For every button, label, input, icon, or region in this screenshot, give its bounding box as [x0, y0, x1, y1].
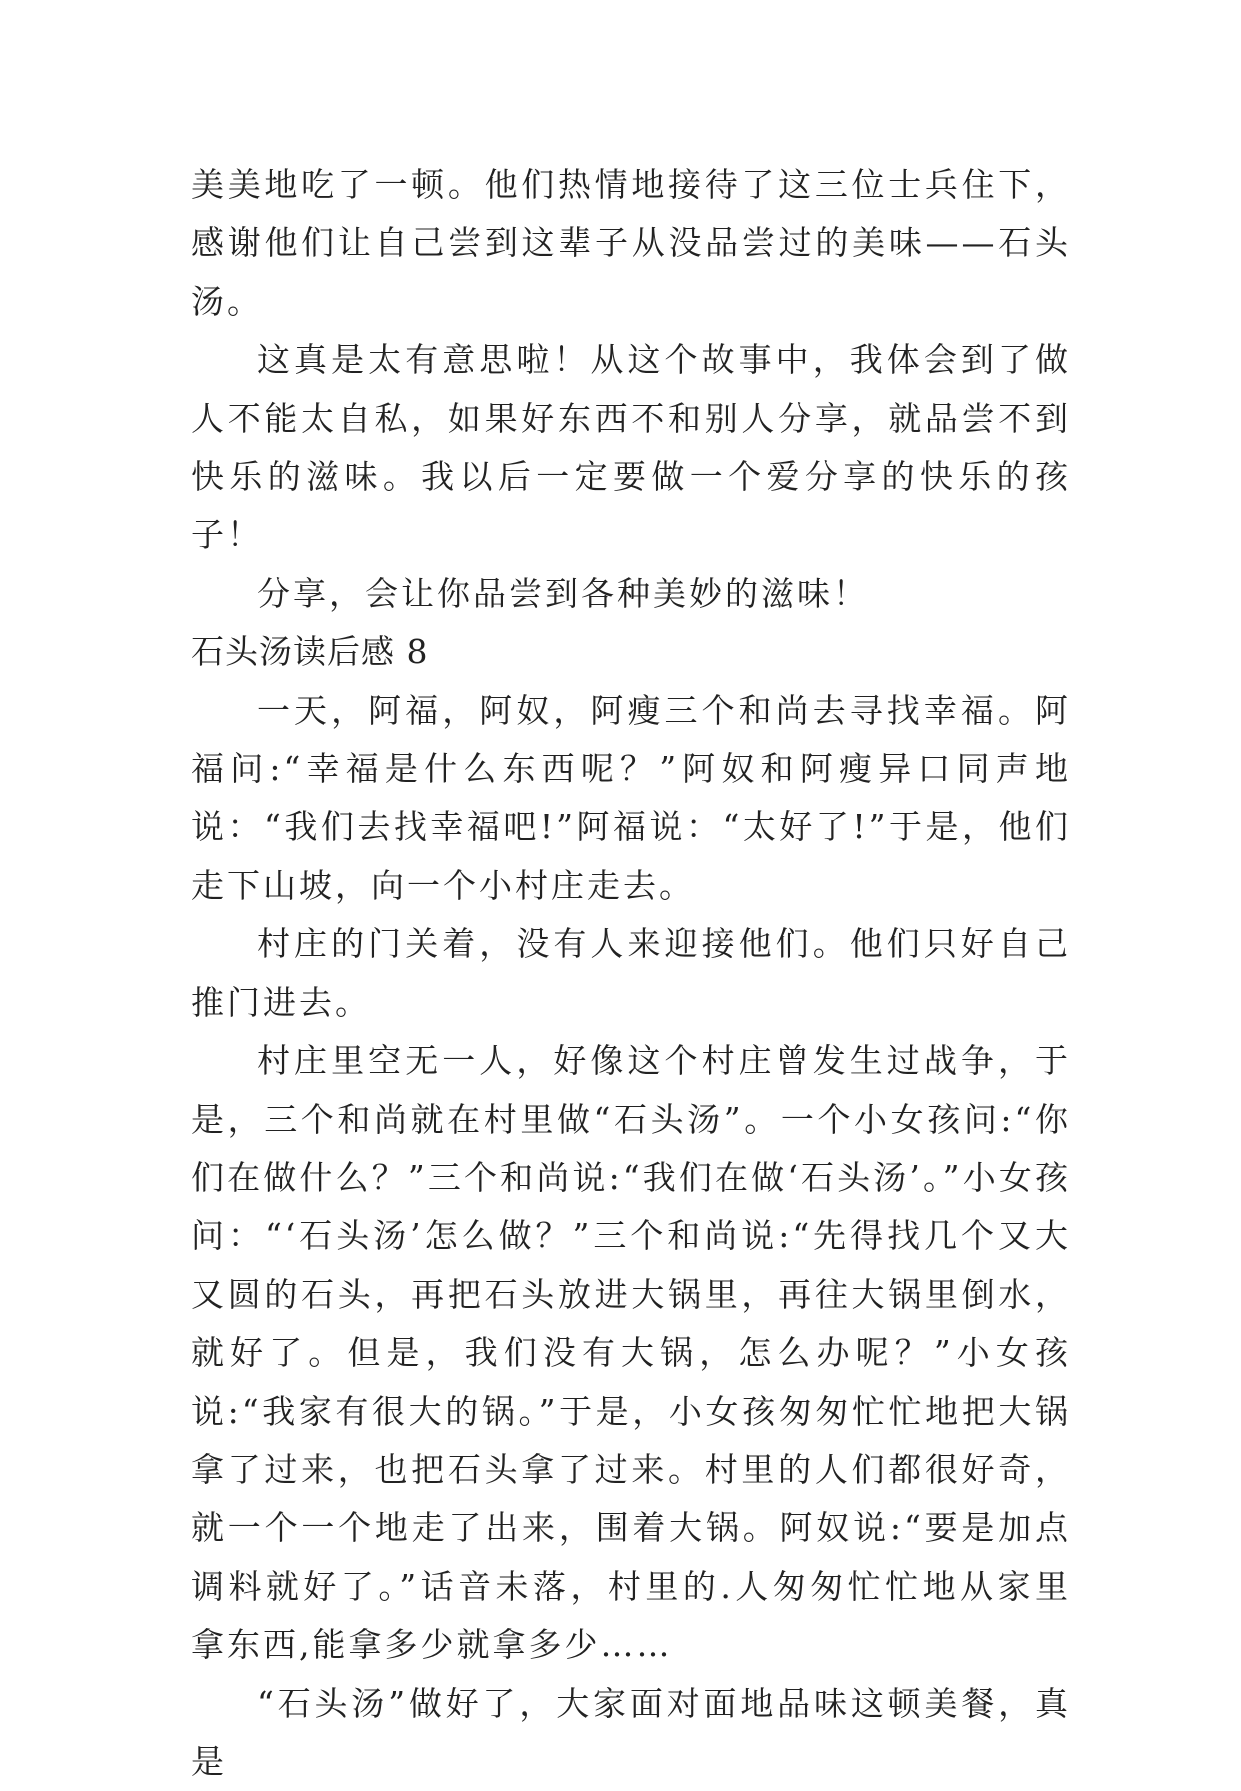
section-heading: 石头汤读后感 8 — [191, 632, 429, 672]
paragraph-story-intro: 一天，阿福，阿奴，阿瘦三个和尚去寻找幸福。阿福问:“幸福是什么东西呢？”阿奴和阿瘦异口同声地说：“我们去找幸福吧!”阿福说：“太好了!”于是，他们走下山坡，向一个小村庄走去。 — [191, 690, 1071, 905]
paragraph-conclusion: 分享，会让你品尝到各种美妙的滋味！ — [257, 573, 869, 613]
paragraph-stone-soup: 村庄里空无一人，好像这个村庄曾发生过战争，于是，三个和尚就在村里做“石头汤”。一个小女孩问:“你们在做什么？”三个和尚说:“我们在做‘石头汤’。”小女孩问：“‘石头汤’怎么做？”三个和尚说:“先得找几个又大又圆的石头，再把石头放进大锅里，再往大锅里倒水，就好了。但是，我们没有大锅，怎么办呢？”小女孩说:“我家有很大的锅。”于是，小女孩匆匆忙忙地把大锅拿了过来，也把石头拿了过来。村里的人们都很好奇，就一个一个地走了出来，围着大锅。阿奴说:“要是加点调料就好了。”话音未落，村里的.人匆匆忙忙地从家里拿东西,能拿多少就拿多少…… — [191, 1041, 1071, 1665]
paragraph-continuation: 美美地吃了一顿。他们热情地接待了这三位士兵住下，感谢他们让自己尝到这辈子从没品尝过的美味——石头汤。 — [191, 165, 1071, 321]
paragraph-soup-ready: “石头汤”做好了，大家面对面地品味这顿美餐，真是 — [191, 1683, 1071, 1781]
document-body — [191, 156, 1071, 1791]
paragraph-reflection: 这真是太有意思啦！从这个故事中，我体会到了做人不能太自私，如果好东西不和别人分享，就品尝不到快乐的滋味。我以后一定要做一个爱分享的快乐的孩子！ — [191, 340, 1071, 555]
paragraph-village-gate: 村庄的门关着，没有人来迎接他们。他们只好自己推门进去。 — [191, 924, 1071, 1022]
